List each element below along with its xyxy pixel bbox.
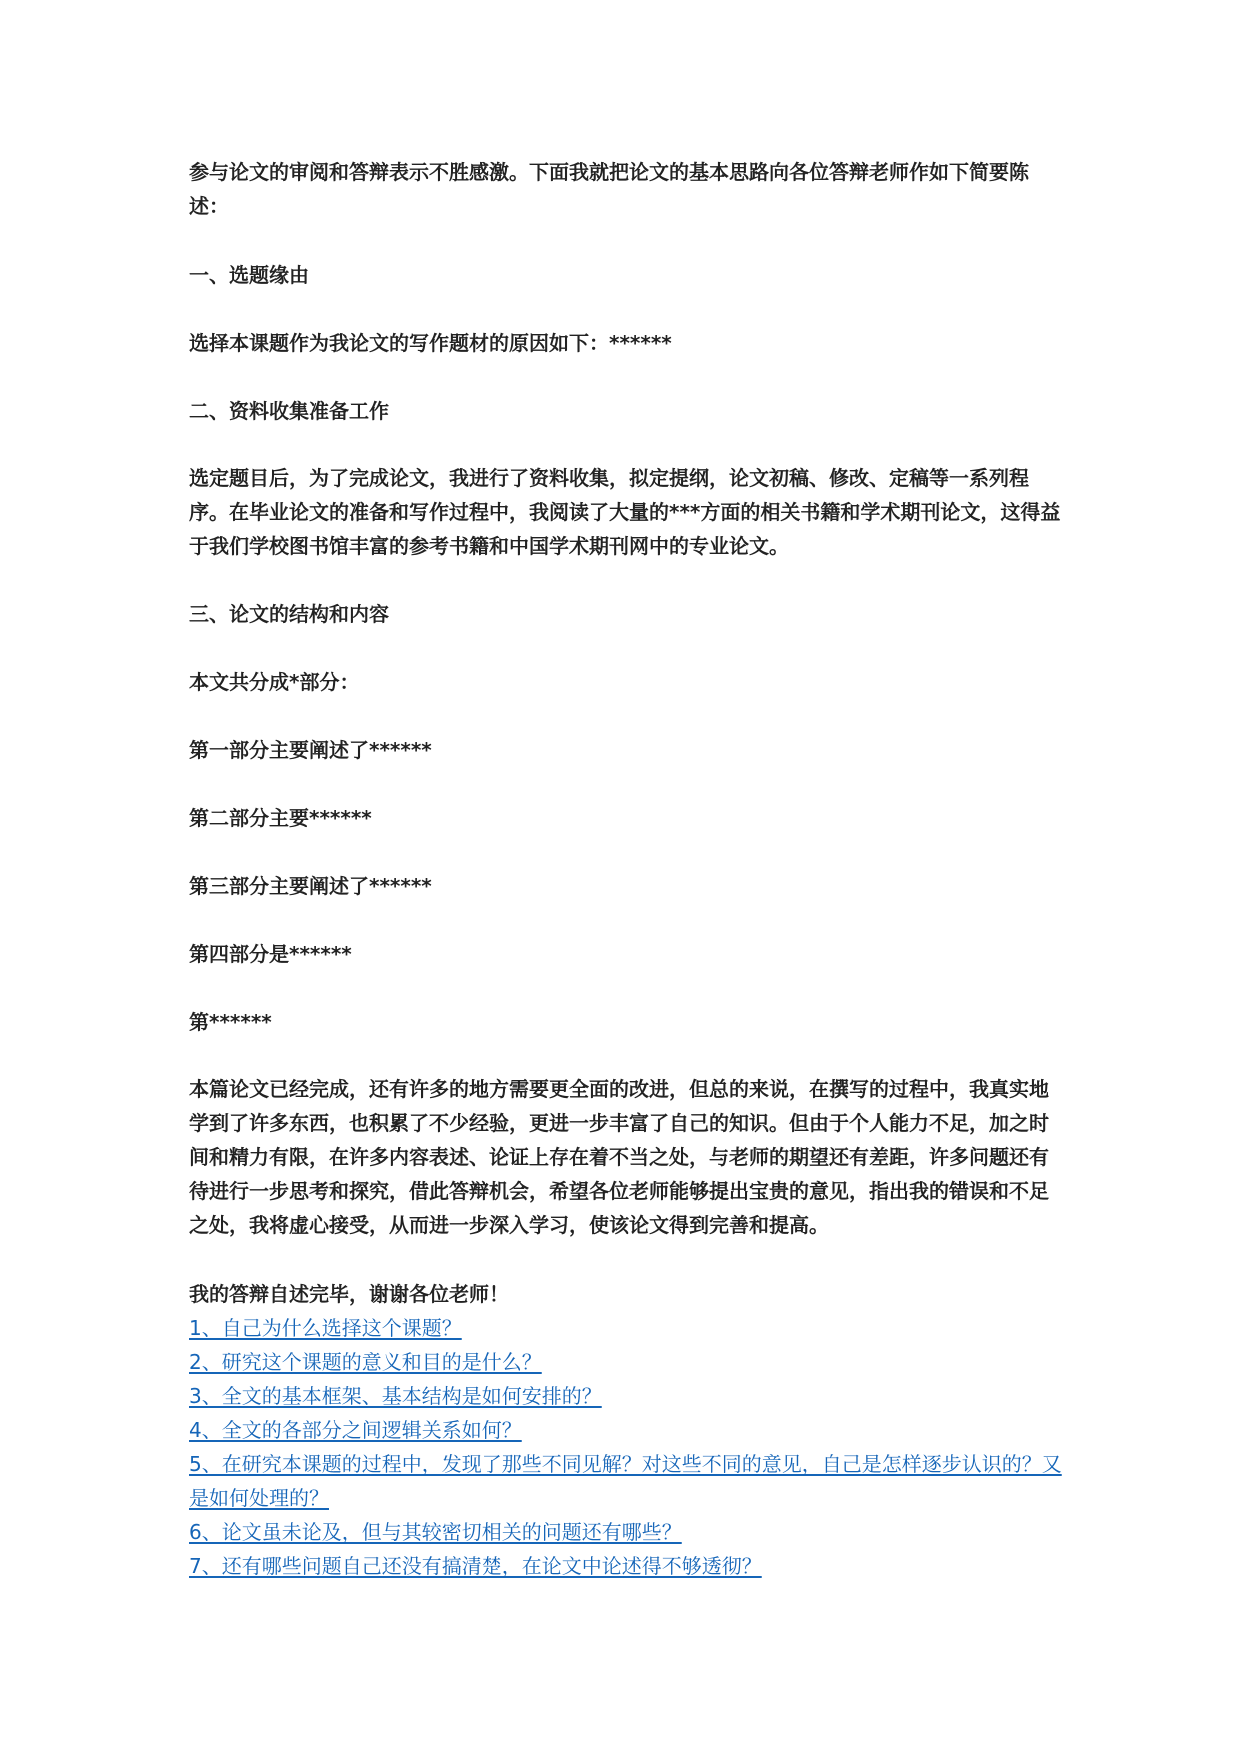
question-link-3[interactable]: 3、全文的基本框架、基本结构是如何安排的？ [189, 1384, 602, 1408]
question-link-7[interactable]: 7、还有哪些问题自己还没有搞清楚，在论文中论述得不够透彻？ [189, 1554, 762, 1578]
section2-body: 选定题目后，为了完成论文，我进行了资料收集，拟定提纲，论文初稿、修改、定稿等一系列程序。在毕业论文的准备和写作过程中，我阅读了大量的***方面的相关书籍和学术期刊论文，这得益于我们学校图书馆丰富的参考书籍和中国学术期刊网中的专业论文。 [189, 466, 1061, 558]
question-link-6[interactable]: 6、论文虽未论及，但与其较密切相关的问题还有哪些？ [189, 1520, 682, 1544]
question-link-4[interactable]: 4、全文的各部分之间逻辑关系如何？ [189, 1418, 522, 1442]
closing-statement: 我的答辩自述完毕，谢谢各位老师！ [189, 1282, 509, 1306]
section3-intro: 本文共分成*部分： [189, 670, 360, 694]
section1-heading: 一、选题缘由 [189, 263, 309, 287]
section3-part-5: 第****** [189, 1010, 272, 1034]
intro-paragraph: 参与论文的审阅和答辩表示不胜感激。下面我就把论文的基本思路向各位答辩老师作如下简要陈述： [189, 160, 1029, 218]
question-link-1[interactable]: 1、自己为什么选择这个课题？ [189, 1316, 462, 1340]
question-link-5[interactable]: 5、在研究本课题的过程中，发现了那些不同见解？对这些不同的意见，自己是怎样逐步认识的？又是如何处理的？ [189, 1452, 1062, 1510]
section3-part-2: 第二部分主要****** [189, 806, 372, 830]
question-link-2[interactable]: 2、研究这个课题的意义和目的是什么？ [189, 1350, 542, 1374]
section3-part-3: 第三部分主要阐述了****** [189, 874, 432, 898]
section2-heading: 二、资料收集准备工作 [189, 399, 389, 423]
section1-body: 选择本课题作为我论文的写作题材的原因如下：****** [189, 331, 672, 355]
section3-part-4: 第四部分是****** [189, 942, 352, 966]
conclusion-paragraph: 本篇论文已经完成，还有许多的地方需要更全面的改进，但总的来说，在撰写的过程中，我真实地学到了许多东西，也积累了不少经验，更进一步丰富了自己的知识。但由于个人能力不足，加之时间和精力有限，在许多内容表述、论证上存在着不当之处，与老师的期望还有差距，许多问题还有待进行一步思考和探究，借此答辩机会，希望各位老师能够提出宝贵的意见，指出我的错误和不足之处，我将虚心接受，从而进一步深入学习，使该论文得到完善和提高。 [189, 1077, 1049, 1237]
section3-heading: 三、论文的结构和内容 [189, 602, 389, 626]
section3-part-1: 第一部分主要阐述了****** [189, 738, 432, 762]
